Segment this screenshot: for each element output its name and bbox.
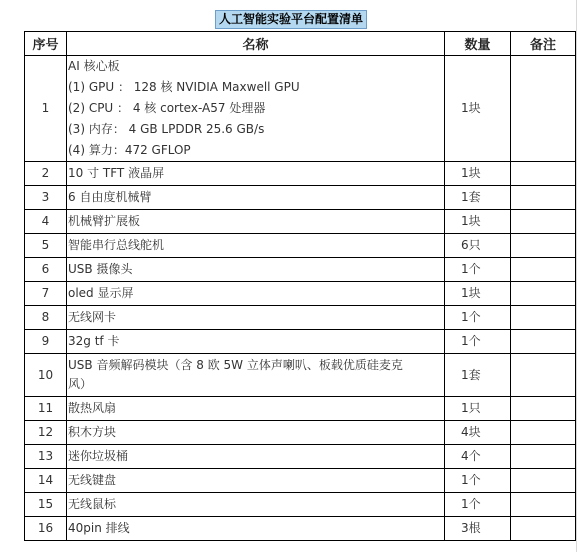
header-name[interactable]: 名称 [67, 32, 445, 56]
cell-name-line: (2) CPU ： 4 核 cortex-A57 处理器 [68, 101, 266, 115]
cell-name[interactable] [67, 469, 445, 493]
table-body [25, 56, 576, 541]
cell-name[interactable] [67, 493, 445, 517]
cell-name-line: (1) GPU ： 128 核 NVIDIA Maxwell GPU [68, 80, 300, 94]
cell-index[interactable]: 13 [25, 445, 67, 469]
table-row [25, 354, 576, 397]
cell-name[interactable] [67, 330, 445, 354]
cell-index[interactable]: 9 [25, 330, 67, 354]
cell-qty[interactable]: 1个 [445, 493, 511, 517]
cell-index[interactable]: 2 [25, 162, 67, 186]
cell-note[interactable] [511, 56, 576, 162]
cell-index[interactable]: 5 [25, 234, 67, 258]
table-title[interactable]: 人工智能实验平台配置清单 [215, 10, 367, 29]
cell-name-line: 6 自由度机械臂 [68, 190, 152, 204]
cell-name[interactable] [67, 445, 445, 469]
cell-note[interactable] [511, 210, 576, 234]
header-row [25, 32, 576, 56]
table-row [25, 186, 576, 210]
cell-name[interactable] [67, 517, 445, 541]
cell-name-line: 无线键盘 [68, 473, 117, 487]
cell-index[interactable]: 11 [25, 397, 67, 421]
cell-name-line: 迷你垃圾桶 [68, 449, 129, 463]
table-row [25, 397, 576, 421]
table-row [25, 421, 576, 445]
cell-note[interactable] [511, 330, 576, 354]
cell-index[interactable]: 15 [25, 493, 67, 517]
cell-name[interactable] [67, 258, 445, 282]
cell-qty[interactable]: 4块 [445, 421, 511, 445]
cell-qty[interactable]: 4个 [445, 445, 511, 469]
cell-qty[interactable]: 1套 [445, 354, 511, 397]
cell-note[interactable] [511, 186, 576, 210]
cell-name[interactable] [67, 162, 445, 186]
cell-name-line: 无线鼠标 [68, 497, 117, 511]
table-row [25, 517, 576, 541]
cell-index[interactable]: 1 [25, 56, 67, 162]
cell-name-line: 32g tf 卡 [68, 334, 120, 348]
table-row [25, 445, 576, 469]
cell-index[interactable]: 4 [25, 210, 67, 234]
cell-name[interactable] [67, 56, 445, 162]
cell-index[interactable]: 14 [25, 469, 67, 493]
cell-note[interactable] [511, 162, 576, 186]
table-row [25, 493, 576, 517]
cell-name[interactable] [67, 282, 445, 306]
cell-index[interactable]: 16 [25, 517, 67, 541]
cell-name-line: (4) 算力：472 GFLOP [68, 143, 191, 157]
table-row [25, 162, 576, 186]
cell-qty[interactable]: 1套 [445, 186, 511, 210]
table-row [25, 330, 576, 354]
cell-qty[interactable]: 3根 [445, 517, 511, 541]
cell-note[interactable] [511, 354, 576, 397]
cell-qty[interactable]: 1个 [445, 330, 511, 354]
cell-name[interactable] [67, 234, 445, 258]
cell-note[interactable] [511, 234, 576, 258]
cell-name-line: 10 寸 TFT 液晶屏 [68, 166, 165, 180]
cell-note[interactable] [511, 397, 576, 421]
header-index[interactable]: 序号 [25, 32, 67, 56]
cell-name-line: USB 摄像头 [68, 262, 133, 276]
cell-qty[interactable]: 1块 [445, 162, 511, 186]
cell-name-line: oled 显示屏 [68, 286, 134, 300]
cell-name-line: 40pin 排线 [68, 521, 130, 535]
cell-name-line: (3) 内存： 4 GB LPDDR 25.6 GB/s [68, 122, 265, 136]
cell-name[interactable] [67, 306, 445, 330]
cell-qty[interactable]: 1个 [445, 469, 511, 493]
cell-note[interactable] [511, 282, 576, 306]
cell-note[interactable] [511, 517, 576, 541]
cell-index[interactable]: 12 [25, 421, 67, 445]
cell-index[interactable]: 7 [25, 282, 67, 306]
cell-qty[interactable]: 1只 [445, 397, 511, 421]
cell-name[interactable] [67, 186, 445, 210]
header-note[interactable]: 备注 [511, 32, 576, 56]
cell-index[interactable]: 8 [25, 306, 67, 330]
cell-index[interactable]: 6 [25, 258, 67, 282]
cell-note[interactable] [511, 421, 576, 445]
title-area [0, 8, 582, 28]
table-row [25, 306, 576, 330]
table-row [25, 469, 576, 493]
cell-name-line: 风） [68, 377, 93, 391]
cell-note[interactable] [511, 258, 576, 282]
cell-note[interactable] [511, 469, 576, 493]
cell-note[interactable] [511, 306, 576, 330]
cell-name-line: 散热风扇 [68, 401, 117, 415]
cell-qty[interactable]: 1块 [445, 210, 511, 234]
cell-qty[interactable]: 1块 [445, 56, 511, 162]
table-row [25, 210, 576, 234]
table-row [25, 234, 576, 258]
cell-name-line: USB 音频解码模块（含 8 欧 5W 立体声喇叭、板载优质硅麦克 [68, 358, 403, 372]
cell-name-line: 机械臂扩展板 [68, 214, 141, 228]
cell-qty[interactable]: 1个 [445, 258, 511, 282]
cell-name-line: 积木方块 [68, 425, 117, 439]
cell-qty[interactable]: 1块 [445, 282, 511, 306]
header-qty[interactable]: 数量 [445, 32, 511, 56]
cell-name-line: 无线网卡 [68, 310, 117, 324]
cell-note[interactable] [511, 445, 576, 469]
table-row [25, 56, 576, 162]
cell-name[interactable] [67, 397, 445, 421]
cell-qty[interactable]: 1个 [445, 306, 511, 330]
cell-name[interactable] [67, 354, 445, 397]
cell-name-line: 智能串行总线舵机 [68, 238, 165, 252]
cell-name[interactable] [67, 210, 445, 234]
table-row [25, 282, 576, 306]
cell-name[interactable] [67, 421, 445, 445]
sheet-gridline [576, 0, 577, 552]
cell-index[interactable]: 3 [25, 186, 67, 210]
config-table [24, 31, 576, 541]
cell-name-line: AI 核心板 [68, 59, 120, 73]
cell-index[interactable]: 10 [25, 354, 67, 397]
table-row [25, 258, 576, 282]
cell-note[interactable] [511, 493, 576, 517]
cell-qty[interactable]: 6只 [445, 234, 511, 258]
